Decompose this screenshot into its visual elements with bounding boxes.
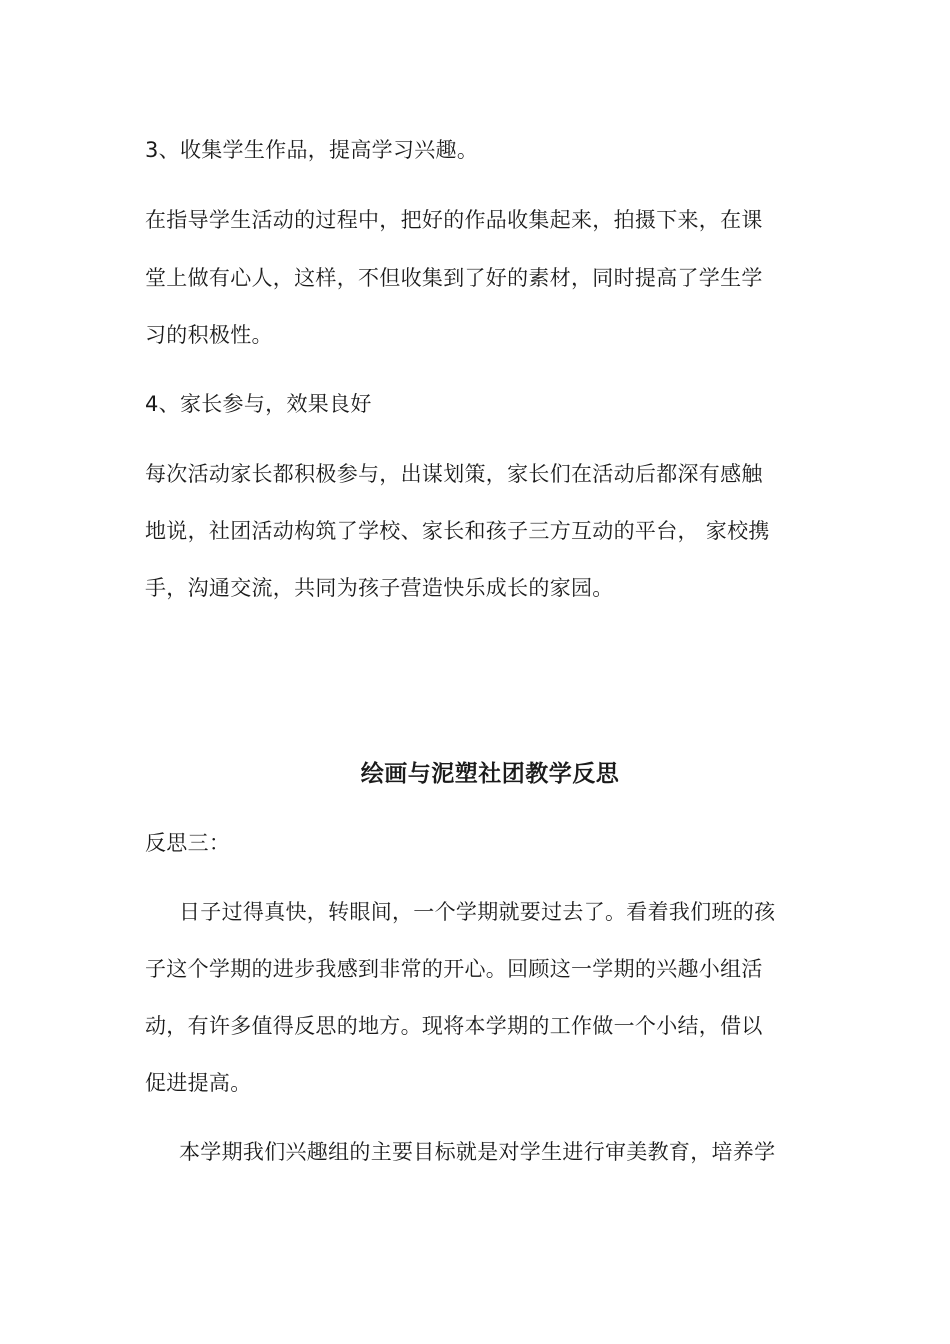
item3-body-line-3: 习的积极性。 bbox=[145, 323, 273, 347]
item4-heading: 4、家长参与，效果良好 bbox=[145, 392, 372, 416]
article-subtitle: 反思三： bbox=[145, 831, 231, 855]
paragraph1-line-1: 日子过得真快，转眼间，一个学期就要过去了。看着我们班的孩 bbox=[179, 900, 776, 924]
paragraph1-line-4: 促进提高。 bbox=[145, 1071, 252, 1095]
item3-body-line-2: 堂上做有心人，这样，不但收集到了好的素材，同时提高了学生学 bbox=[145, 266, 763, 290]
item4-body-line-3: 手，沟通交流，共同为孩子营造快乐成长的家园。 bbox=[145, 576, 614, 600]
paragraph2-line-1: 本学期我们兴趣组的主要目标就是对学生进行审美教育，培养学 bbox=[179, 1140, 776, 1164]
item3-heading: 3、收集学生作品，提高学习兴趣。 bbox=[145, 138, 479, 162]
paragraph1-line-3: 动，有许多值得反思的地方。现将本学期的工作做一个小结，借以 bbox=[145, 1014, 763, 1038]
item4-body-line-1: 每次活动家长都积极参与，出谋划策，家长们在活动后都深有感触 bbox=[145, 462, 763, 486]
item4-body-line-2: 地说，社团活动构筑了学校、家长和孩子三方互动的平台， 家校携 bbox=[145, 519, 770, 543]
article-title: 绘画与泥塑社团教学反思 bbox=[360, 761, 620, 787]
paragraph1-line-2: 子这个学期的进步我感到非常的开心。回顾这一学期的兴趣小组活 bbox=[145, 957, 763, 981]
item3-body-line-1: 在指导学生活动的过程中，把好的作品收集起来，拍摄下来，在课 bbox=[145, 208, 763, 232]
